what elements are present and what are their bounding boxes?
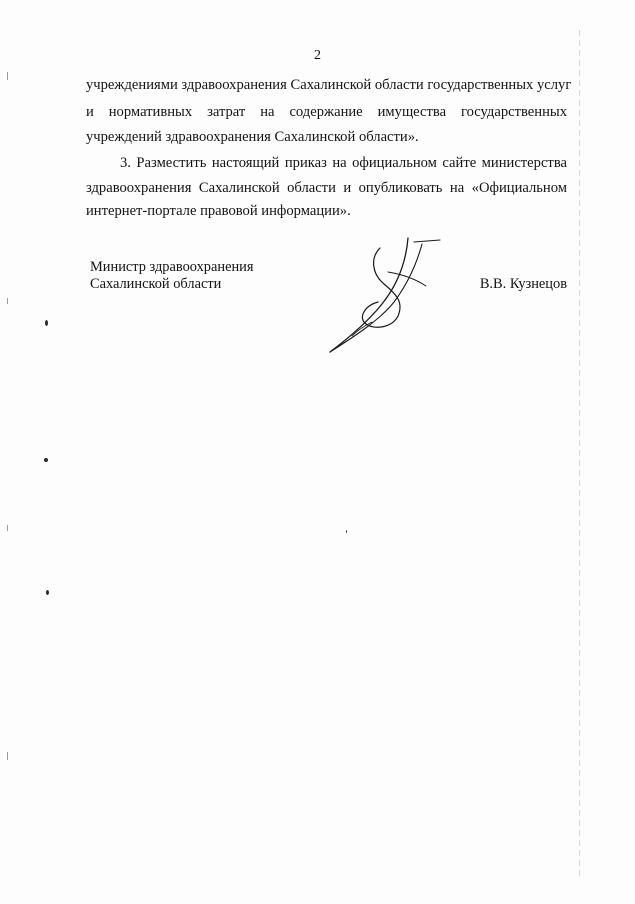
scan-speck: [44, 458, 48, 462]
scan-tick: [7, 298, 8, 304]
page-number: 2: [314, 48, 321, 63]
scan-edge-mark: [579, 30, 580, 880]
scan-tick: [7, 525, 8, 531]
signatory-name: В.В. Кузнецов: [479, 276, 567, 292]
body-line-1: учреждениями здравоохранения Сахалинской области государственных услуг: [86, 77, 572, 93]
body-line-2: и нормативных затрат на содержание имущества государственных: [86, 104, 567, 120]
scan-tick: [7, 752, 8, 760]
scan-speck: [46, 590, 49, 595]
body-line-5: здравоохранения Сахалинской области и опубликовать на «Официальном: [86, 180, 567, 196]
body-line-4: 3. Разместить настоящий приказ на официальном сайте министерства: [120, 155, 567, 171]
handwritten-signature: [322, 232, 452, 357]
signatory-title-line-2: Сахалинской области: [90, 276, 222, 292]
signatory-title-line-1: Министр здравоохранения: [90, 259, 254, 275]
body-line-6: интернет-портале правовой информации».: [86, 203, 351, 219]
scan-speck: [346, 530, 347, 533]
body-line-3: учреждений здравоохранения Сахалинской области».: [86, 129, 419, 145]
scan-speck: [45, 320, 48, 326]
scan-tick: [7, 72, 8, 80]
